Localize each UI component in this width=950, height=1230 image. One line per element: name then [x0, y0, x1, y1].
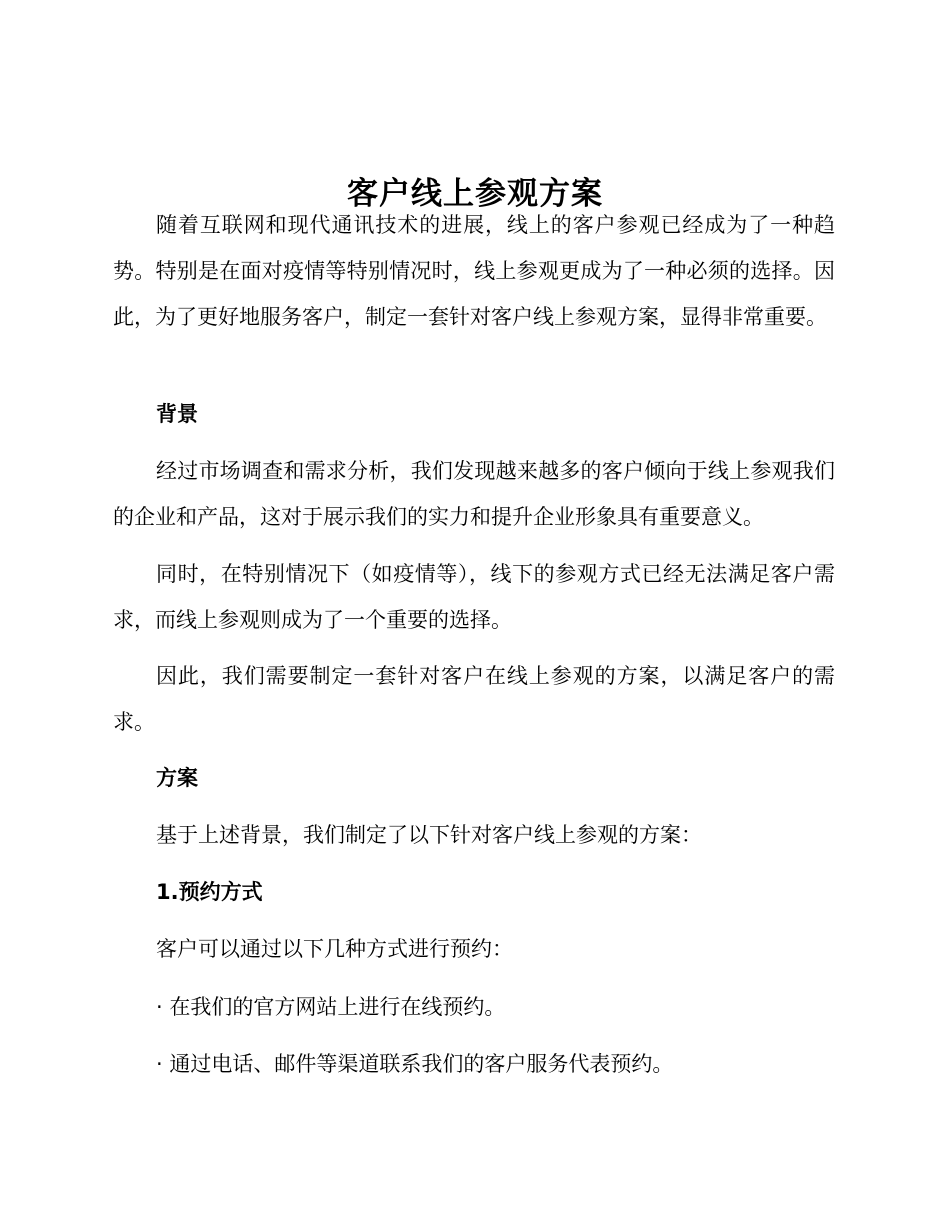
list-item: · 在我们的官方网站上进行在线预约。 [156, 995, 506, 1019]
list-item: · 通过电话、邮件等渠道联系我们的客户服务代表预约。 [156, 1052, 674, 1076]
plan-intro: 基于上述背景，我们制定了以下针对客户线上参观的方案： [156, 823, 702, 847]
background-heading: 背景 [156, 402, 198, 426]
section-1-intro: 客户可以通过以下几种方式进行预约： [156, 937, 513, 961]
background-paragraph-2: 同时，在特别情况下（如疫情等），线下的参观方式已经无法满足客户需求，而线上参观则成为了一个重要的选择。 [113, 562, 835, 632]
intro-paragraph: 随着互联网和现代通讯技术的进展，线上的客户参观已经成为了一种趋势。特别是在面对疫情等特别情况时，线上参观更成为了一种必须的选择。因此，为了更好地服务客户，制定一套针对客户线上参观方案，显得非常重要。 [113, 213, 835, 329]
plan-heading: 方案 [156, 766, 198, 790]
background-paragraph-3: 因此，我们需要制定一套针对客户在线上参观的方案，以满足客户的需求。 [113, 664, 835, 734]
section-1-heading: 1.预约方式 [156, 880, 263, 904]
document-title: 客户线上参观方案 [347, 175, 603, 212]
background-paragraph-1: 经过市场调查和需求分析，我们发现越来越多的客户倾向于线上参观我们的企业和产品，这对于展示我们的实力和提升企业形象具有重要意义。 [113, 459, 835, 529]
